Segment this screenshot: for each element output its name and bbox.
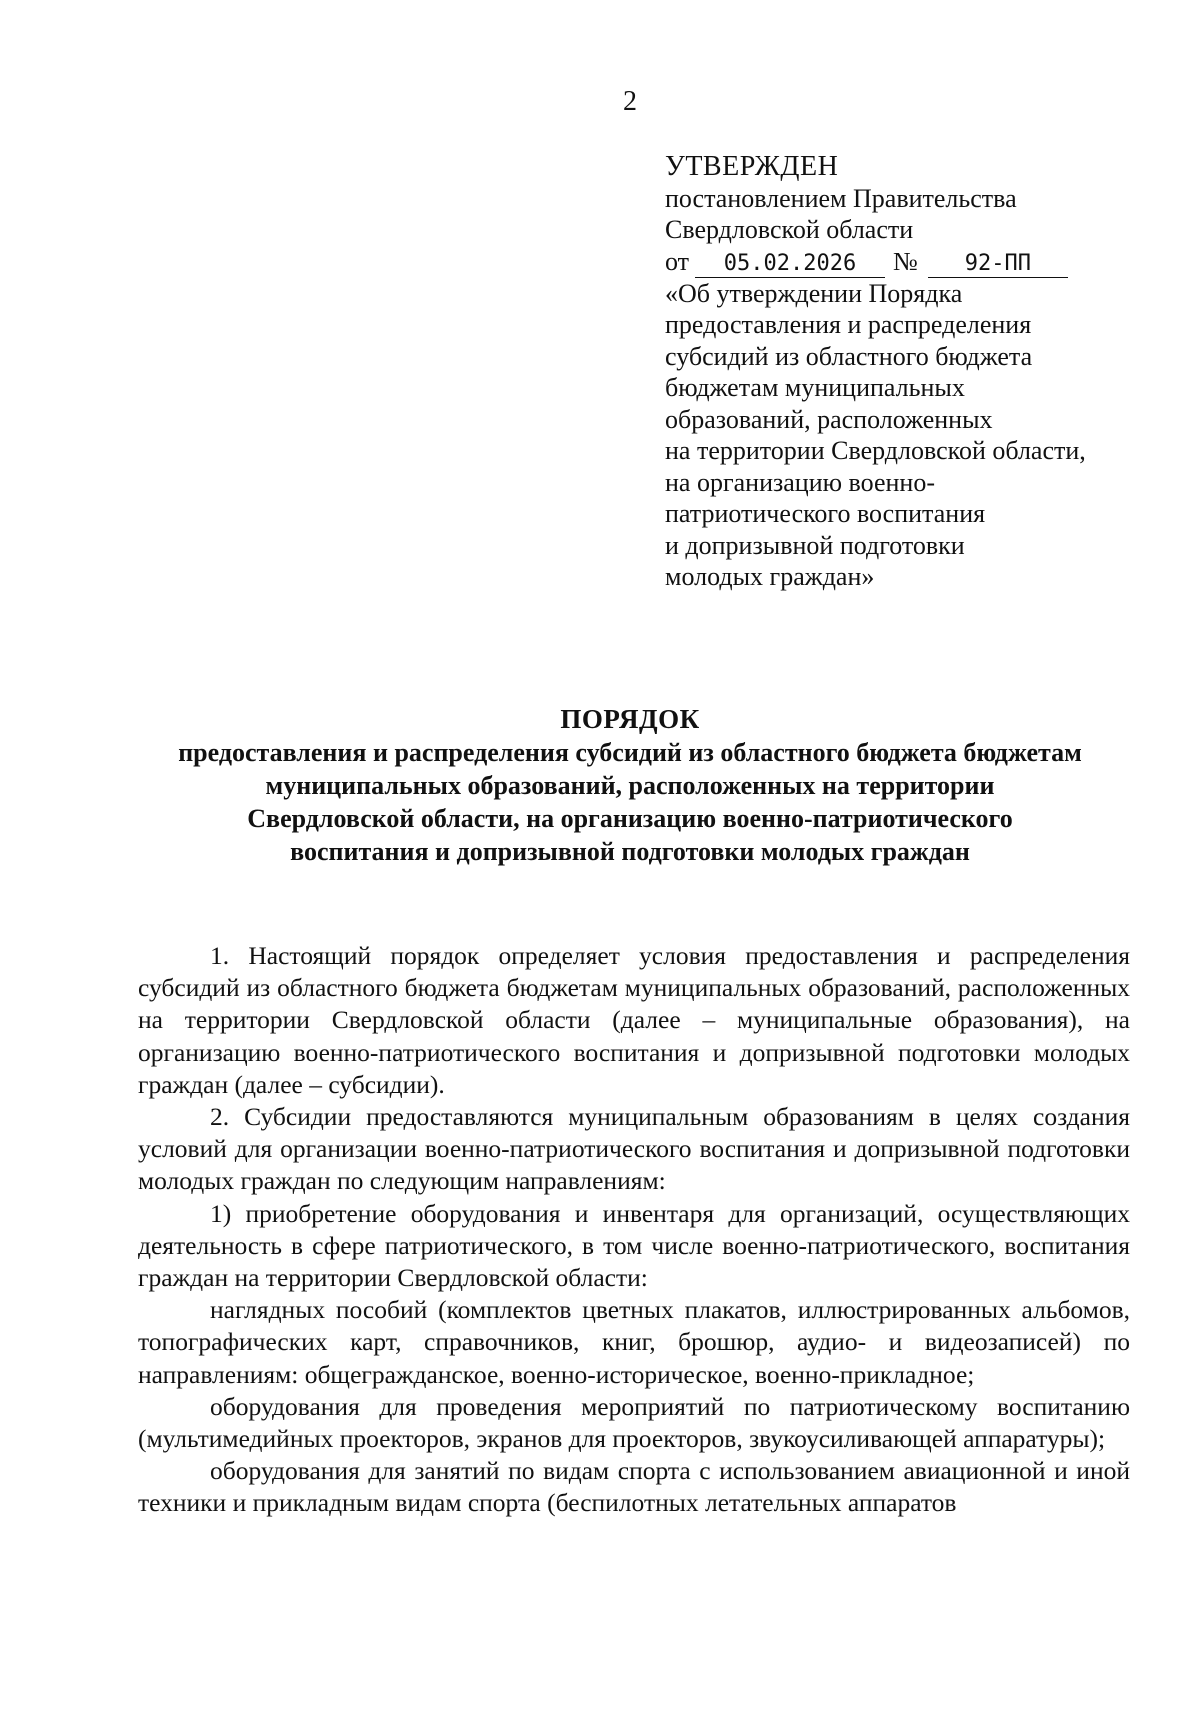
subject-line: бюджетам муниципальных bbox=[665, 373, 965, 402]
title-line: предоставления и распределения субсидий из областного бюджета бюджетам bbox=[178, 738, 1082, 767]
number-sign: № bbox=[893, 246, 918, 276]
title-line: воспитания и допризывной подготовки молодых граждан bbox=[290, 837, 970, 866]
date-prefix: от bbox=[665, 246, 690, 276]
title-line: муниципальных образований, расположенных на территории bbox=[265, 771, 995, 800]
document-body bbox=[138, 940, 1130, 1520]
title-line: Свердловской области, на организацию военно-патриотического bbox=[247, 804, 1013, 833]
page-number: 2 bbox=[623, 86, 637, 117]
subject-line: субсидий из областного бюджета bbox=[665, 341, 1033, 371]
subject-line: патриотического воспитания bbox=[665, 499, 986, 528]
paragraph-1: 1. Настоящий порядок определяет условия предоставления и распределения субсидий из областного бюджета бюджетам муниципальных образований, расположенных на территории Свердловской области (далее – муниципальные образования), на организацию военно-патриотического воспитания и допризывной подготовки молодых граждан (далее – субсидии). bbox=[138, 941, 1130, 1099]
approval-line-2: Свердловской области bbox=[665, 215, 914, 244]
paragraph-2: 2. Субсидии предоставляются муниципальным образованиям в целях создания условий для организации военно-патриотического воспитания и допризывной подготовки молодых граждан по следующим направлениям: bbox=[138, 1102, 1130, 1196]
approval-number: 92-ПП bbox=[928, 251, 1068, 278]
title-main: ПОРЯДОК bbox=[560, 704, 700, 734]
subject-line: молодых граждан» bbox=[665, 562, 875, 591]
approval-line-1: постановлением Правительства bbox=[665, 183, 1017, 213]
subject-line: образований, расположенных bbox=[665, 404, 993, 434]
subject-line: на организацию военно- bbox=[665, 467, 935, 497]
subject-line: и допризывной подготовки bbox=[665, 530, 965, 560]
document-title bbox=[130, 703, 1130, 868]
subject-line: предоставления и распределения bbox=[665, 310, 1032, 339]
subject-line: на территории Свердловской области, bbox=[665, 436, 1086, 465]
approval-date-line bbox=[665, 246, 1145, 278]
paragraph-event-equipment: оборудования для проведения мероприятий по патриотическому воспитанию (мультимедийных проекторов, экранов для проекторов, звукоусиливающей аппаратуры); bbox=[138, 1391, 1130, 1454]
paragraph-visual-aids: наглядных пособий (комплектов цветных плакатов, иллюстрированных альбомов, топографических карт, справочников, книг, брошюр, аудио- и видеозаписей) по направлениям: общегражданское, военно-историческое, военно-прикладное; bbox=[138, 1295, 1130, 1389]
approval-block bbox=[665, 151, 1145, 593]
subject-line: «Об утверждении Порядка bbox=[665, 278, 963, 308]
paragraph-sports-equipment: оборудования для занятий по видам спорта с использованием авиационной и иной техники и прикладным видам спорта (беспилотных летательных аппаратов bbox=[138, 1456, 1130, 1518]
approval-heading: УТВЕРЖДЕН bbox=[665, 151, 839, 182]
approval-date: 05.02.2026 bbox=[695, 251, 885, 278]
paragraph-2-item-1: 1) приобретение оборудования и инвентаря для организаций, осуществляющих деятельность в сфере патриотического, в том числе военно-патриотического, воспитания граждан на территории Свердловской области: bbox=[138, 1198, 1130, 1293]
